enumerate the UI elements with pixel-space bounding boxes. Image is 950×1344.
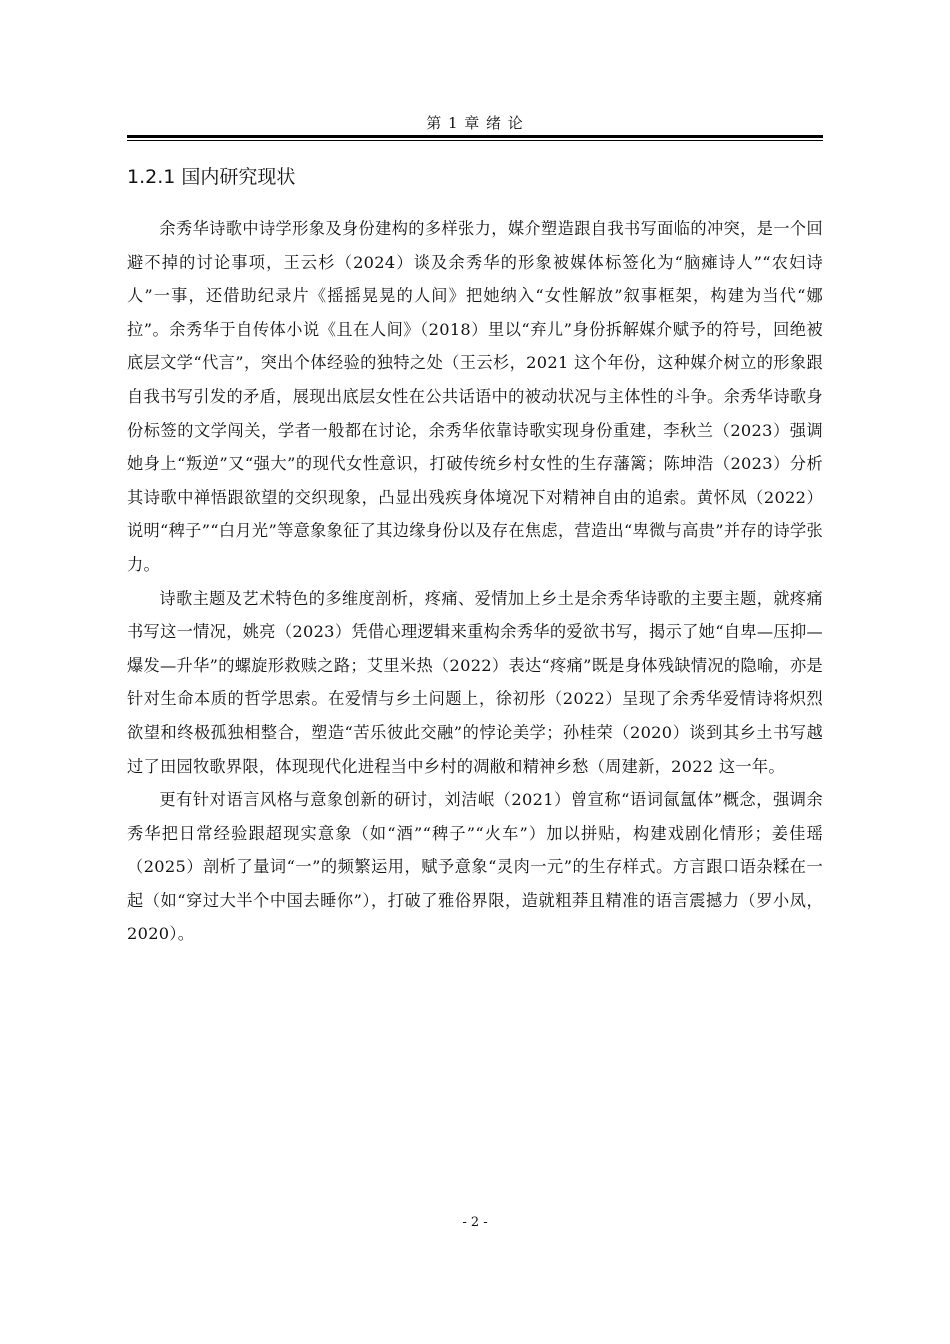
running-header: 第 1 章 绪 论 [426,114,524,132]
header-rule-thin [127,140,823,141]
body-text [127,212,823,951]
section-heading: 1.2.1 国内研究现状 [127,166,296,188]
page-number: - 2 - [462,1215,488,1230]
paragraph-identity: 余秀华诗歌中诗学形象及身份建构的多样张力，媒介塑造跟自我书写面临的冲突，是一个回避不掉的讨论事项，王云杉（2024）谈及余秀华的形象被媒体标签化为“脑瘫诗人”“农妇诗人”一事，还借助纪录片《摇摇晃晃的人间》把她纳入“女性解放”叙事框架，构建为当代“娜拉”。余秀华于自传体小说《且在人间》（2018）里以“弃儿”身份拆解媒介赋予的符号，回绝被底层文学“代言”，突出个体经验的独特之处（王云杉，2021 这个年份，这种媒介树立的形象跟自我书写引发的矛盾，展现出底层女性在公共话语中的被动状况与主体性的斗争。余秀华诗歌身份标签的文学闯关，学者一般都在讨论，余秀华依靠诗歌实现身份重建，李秋兰（2023）强调她身上“叛逆”又“强大”的现代女性意识，打破传统乡村女性的生存藩篱；陈坤浩（2023）分析其诗歌中禅悟跟欲望的交织现象，凸显出残疾身体境况下对精神自由的追索。黄怀凤（2022）说明“稗子”“白月光”等意象象征了其边缘身份以及存在焦虑，营造出“卑微与高贵”并存的诗学张力。 [127,219,823,574]
paragraph-language: 更有针对语言风格与意象创新的研讨，刘洁岷（2021）曾宣称“语词氤氲体”概念，强调余秀华把日常经验跟超现实意象（如“酒”“稗子”“火车”）加以拼贴，构建戏剧化情形；姜佳瑶（2025）剖析了量词“一”的频繁运用，赋予意象“灵肉一元”的生存样式。方言跟口语杂糅在一起（如“穿过大半个中国去睡你”），打破了雅俗界限，造就粗莽且精准的语言震撼力（罗小凤，2020）。 [127,790,823,944]
paragraph-themes: 诗歌主题及艺术特色的多维度剖析，疼痛、爱情加上乡土是余秀华诗歌的主要主题，就疼痛书写这一情况，姚亮（2023）凭借心理逻辑来重构余秀华的爱欲书写，揭示了她“自卑—压抑—爆发—升华”的螺旋形救赎之路；艾里米热（2022）表达“疼痛”既是身体残缺情况的隐喻，亦是针对生命本质的哲学思索。在爱情与乡土问题上，徐初彤（2022）呈现了余秀华爱情诗将炽烈欲望和终极孤独相整合，塑造“苦乐彼此交融”的悖论美学；孙桂荣（2020）谈到其乡土书写越过了田园牧歌界限，体现现代化进程当中乡村的凋敝和精神乡愁（周建新，2022 这一年。 [127,588,823,776]
header-rule-thick [127,135,823,138]
